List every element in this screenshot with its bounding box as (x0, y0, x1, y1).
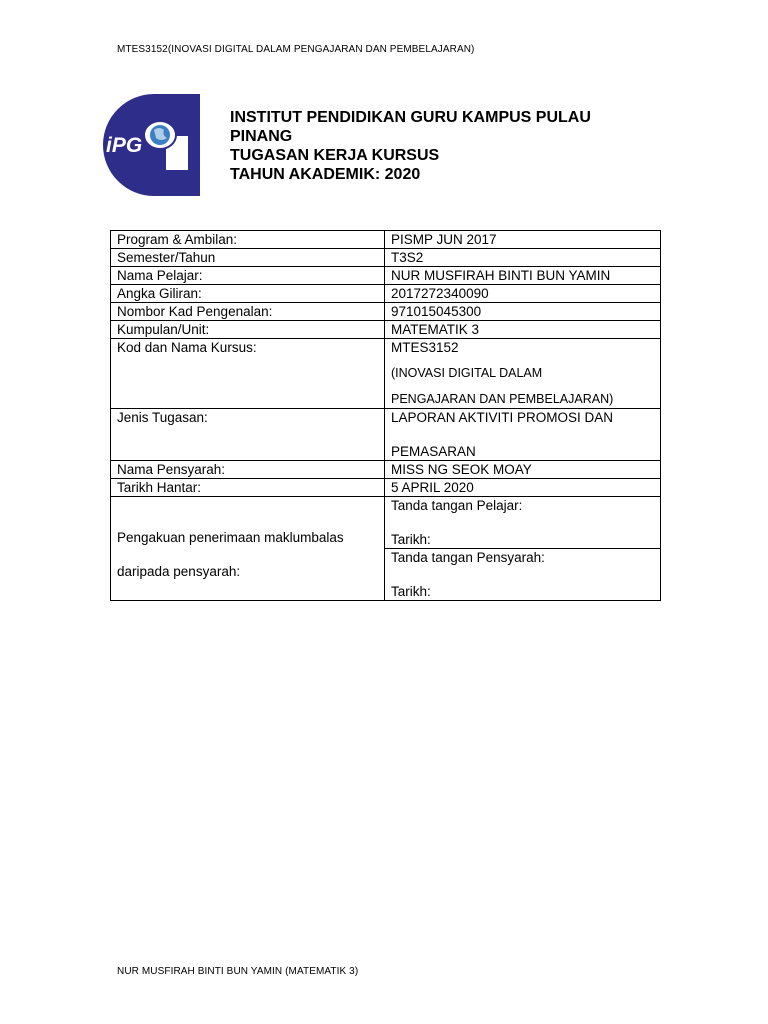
ic-label: Nombor Kad Pengenalan: (111, 303, 385, 321)
ack-line-1: Pengakuan penerimaan maklumbalas (117, 530, 344, 545)
submit-date-value: 5 APRIL 2020 (385, 479, 661, 497)
table-row (111, 267, 661, 285)
table-row (111, 497, 661, 549)
lecturer-label: Nama Pensyarah: (111, 461, 385, 479)
table-row (111, 461, 661, 479)
semester-value: T3S2 (385, 249, 661, 267)
student-name-label: Nama Pelajar: (111, 267, 385, 285)
lecturer-signature-label: Tanda tangan Pensyarah: (391, 550, 545, 565)
program-label: Program & Ambilan: (111, 231, 385, 249)
student-signature-label: Tanda tangan Pelajar: (391, 498, 523, 513)
table-row (111, 479, 661, 497)
program-value: PISMP JUN 2017 (385, 231, 661, 249)
title-line-1: INSTITUT PENDIDIKAN GURU KAMPUS PULAU (230, 109, 591, 126)
course-name-line-1: (INOVASI DIGITAL DALAM (391, 366, 543, 380)
group-value: MATEMATIK 3 (385, 321, 661, 339)
title-line-2: PINANG (230, 128, 293, 145)
title-line-4: TAHUN AKADEMIK: 2020 (230, 166, 421, 183)
semester-label: Semester/Tahun (111, 249, 385, 267)
group-label: Kumpulan/Unit: (111, 321, 385, 339)
course-name-line-2: PENGAJARAN DAN PEMBELAJARAN) (391, 392, 614, 406)
course-label: Kod dan Nama Kursus: (111, 339, 385, 409)
title-line-3: TUGASAN KERJA KURSUS (230, 147, 440, 164)
index-label: Angka Giliran: (111, 285, 385, 303)
table-row (111, 285, 661, 303)
page-header: MTES3152(INOVASI DIGITAL DALAM PENGAJARAN DAN PEMBELAJARAN) (117, 44, 475, 55)
info-table (110, 230, 661, 601)
table-row (111, 303, 661, 321)
table-row (111, 321, 661, 339)
student-name-value: NUR MUSFIRAH BINTI BUN YAMIN (385, 267, 661, 285)
document-title (230, 108, 591, 184)
index-value: 2017272340090 (385, 285, 661, 303)
course-code: MTES3152 (391, 340, 459, 355)
submit-date-label: Tarikh Hantar: (111, 479, 385, 497)
ipg-logo (102, 92, 204, 198)
task-value-line-1: LAPORAN AKTIVITI PROMOSI DAN (391, 410, 614, 425)
lecturer-signature-cell (385, 549, 661, 601)
task-label: Jenis Tugasan: (111, 409, 385, 461)
table-row (111, 409, 661, 461)
lecturer-date-label: Tarikh: (391, 584, 431, 599)
course-value (385, 339, 661, 409)
ack-line-2: daripada pensyarah: (117, 564, 241, 579)
student-date-label: Tarikh: (391, 532, 431, 547)
logo-text: iPG (106, 134, 143, 157)
table-row (111, 249, 661, 267)
student-signature-cell (385, 497, 661, 549)
table-row (111, 231, 661, 249)
page-footer: NUR MUSFIRAH BINTI BUN YAMIN (MATEMATIK 3) (117, 966, 359, 977)
task-value (385, 409, 661, 461)
lecturer-value: MISS NG SEOK MOAY (385, 461, 661, 479)
task-value-line-2: PEMASARAN (391, 444, 476, 459)
acknowledgement-label (111, 497, 385, 601)
ic-value: 971015045300 (385, 303, 661, 321)
table-row (111, 339, 661, 409)
